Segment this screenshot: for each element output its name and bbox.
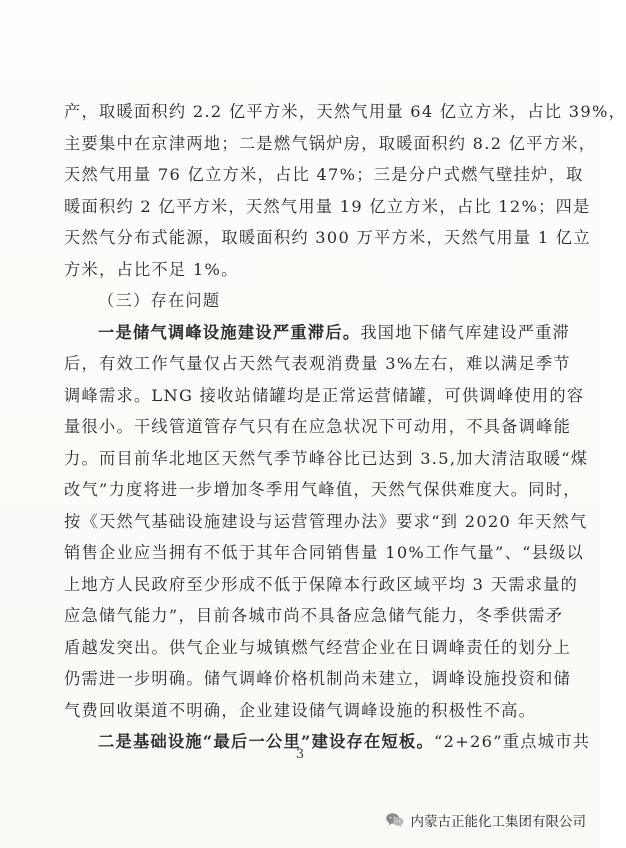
body-line: 调峰需求。LNG 接收站储罐均是正常运营储罐，可供调峰使用的容: [64, 385, 585, 405]
problem-one-lead: 一是储气调峰设施建设严重滞后。: [98, 322, 361, 342]
body-line: 产，取暖面积约 2.2 亿平方米，天然气用量 64 亿立方米，占比 39%，: [64, 102, 626, 121]
body-line: 方米，占比不足 1%。: [64, 259, 239, 279]
body-line: 力。而目前华北地区天然气季节峰谷比已达到 3.5,加大清洁取暖“煤: [64, 448, 589, 468]
page-number: 3: [295, 747, 305, 762]
body-line: 改气”力度将进一步增加冬季用气峰值，天然气保供难度大。同时，: [64, 480, 581, 499]
body-line: 销售企业应当拥有不低于其年合同销售量 10%工作气量”、“县级以: [64, 543, 585, 562]
body-line: 天然气分布式能源，取暖面积约 300 万平方米，天然气用量 1 亿立: [64, 228, 591, 247]
body-line: 气费回收渠道不明确，企业建设储气调峰设施的积极性不高。: [64, 700, 537, 720]
body-line: 盾越发突出。供气企业与城镇燃气经营企业在日调峰责任的划分上: [64, 637, 572, 657]
watermark: [385, 810, 587, 830]
document-body: [64, 96, 626, 758]
section-heading: （三）存在问题: [98, 291, 221, 310]
body-line: 上地方人民政府至少形成不低于保障本行政区域平均 3 天需求量的: [64, 574, 579, 594]
body-line: 后，有效工作气量仅占天然气表观消费量 3%左右，难以满足季节: [64, 354, 571, 373]
problem-one-first-line: [64, 317, 571, 349]
problem-one-first-text: 我国地下储气库建设严重滞: [360, 322, 571, 342]
wechat-icon: [385, 812, 405, 828]
body-line: 量很小。干线管道管存气只有在应急状况下可动用，不具备调峰能: [64, 417, 572, 436]
watermark-text: 内蒙古正能化工集团有限公司: [410, 814, 586, 830]
body-line: 仍需进一步明确。储气调峰价格机制尚未建立，调峰设施投资和储: [64, 669, 572, 688]
body-line: 天然气用量 76 亿立方米，占比 47%；三是分户式燃气壁挂炉，取: [64, 165, 584, 184]
body-line: 按《天然气基础设施建设与运营管理办法》要求“到 2020 年天然气: [64, 511, 588, 531]
body-line: 暖面积约 2 亿平方米，天然气用量 19 亿立方米，占比 12%；四是: [64, 196, 591, 216]
body-line: 应急储气能力”，目前各城市尚不具备应急储气能力，冬季供需矛: [64, 606, 564, 625]
problem-two-text: “2+26”重点城市共: [434, 732, 591, 751]
problem-two-lead: 二是基础设施“最后一公里”建设存在短板。: [98, 732, 434, 751]
body-line: 主要集中在京津两地；二是燃气锅炉房，取暖面积约 8.2 亿平方米，: [64, 133, 597, 153]
